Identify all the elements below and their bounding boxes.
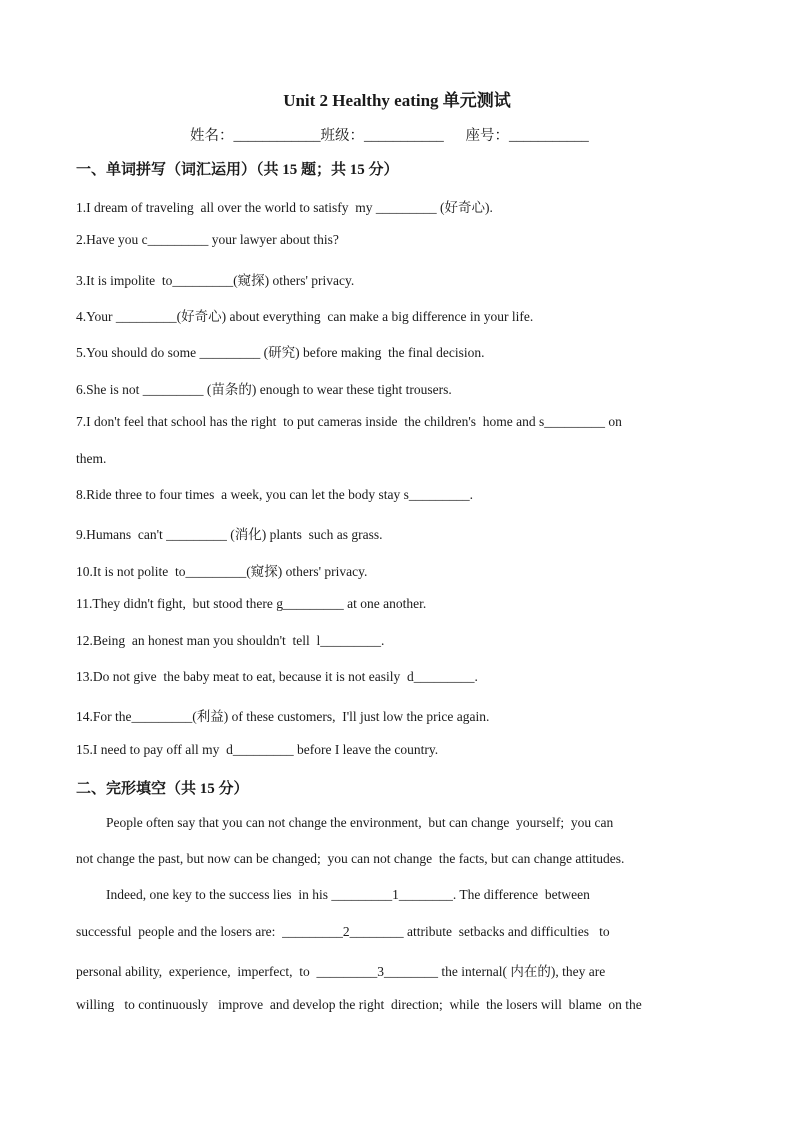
question-6: 6.She is not _________ (苗条的) enough to wear these tight trousers. — [76, 382, 452, 397]
question-8: 8.Ride three to four times a week, you can let the body stay s_________. — [76, 487, 474, 502]
question-11: 11.They didn't fight, but stood there g_________ at one another. — [76, 596, 427, 611]
question-1: 1.I dream of traveling all over the world to satisfy my _________ (好奇心). — [76, 200, 493, 215]
question-7-continued: them. — [76, 451, 107, 466]
passage-line-1: People often say that you can not change the environment, but can change yourself; you can — [106, 815, 614, 830]
passage-line-2: not change the past, but now can be changed; you can not change the facts, but can change attitudes. — [76, 851, 625, 866]
question-13: 13.Do not give the baby meat to eat, because it is not easily d_________. — [76, 669, 478, 684]
question-10: 10.It is not polite to_________(窥探) others' privacy. — [76, 564, 368, 579]
passage-line-4: successful people and the losers are: _________2________ attribute setbacks and difficulties to — [76, 924, 610, 939]
question-12: 12.Being an honest man you shouldn't tell l_________. — [76, 633, 385, 648]
section-1-heading: 一、单词拼写（词汇运用）（共 15 题；共 15 分） — [76, 162, 399, 178]
question-3: 3.It is impolite to_________(窥探) others' privacy. — [76, 273, 355, 288]
passage-line-3: Indeed, one key to the success lies in his _________1________. The difference between — [106, 887, 590, 902]
passage-line-6: willing to continuously improve and develop the right direction; while the losers will blame on the — [76, 997, 642, 1012]
question-15: 15.I need to pay off all my d_________ before I leave the country. — [76, 742, 439, 757]
question-2: 2.Have you c_________ your lawyer about this? — [76, 232, 339, 247]
question-5: 5.You should do some _________ (研究) before making the final decision. — [76, 345, 485, 360]
question-4: 4.Your _________(好奇心) about everything can make a big difference in your life. — [76, 309, 534, 324]
page-title: Unit 2 Healthy eating 单元测试 — [283, 91, 511, 110]
section-2-heading: 二、完形填空（共 15 分） — [76, 781, 249, 797]
passage-line-5: personal ability, experience, imperfect, to _________3________ the internal( 内在的), they are — [76, 964, 606, 979]
question-9: 9.Humans can't _________ (消化) plants such as grass. — [76, 527, 383, 542]
question-14: 14.For the_________(利益) of these customers, I'll just low the price again. — [76, 709, 490, 724]
student-info-line: 姓名：____________班级：___________ 座号：___________ — [190, 128, 589, 144]
question-7: 7.I don't feel that school has the right to put cameras inside the children's home and s_________ on — [76, 414, 622, 429]
